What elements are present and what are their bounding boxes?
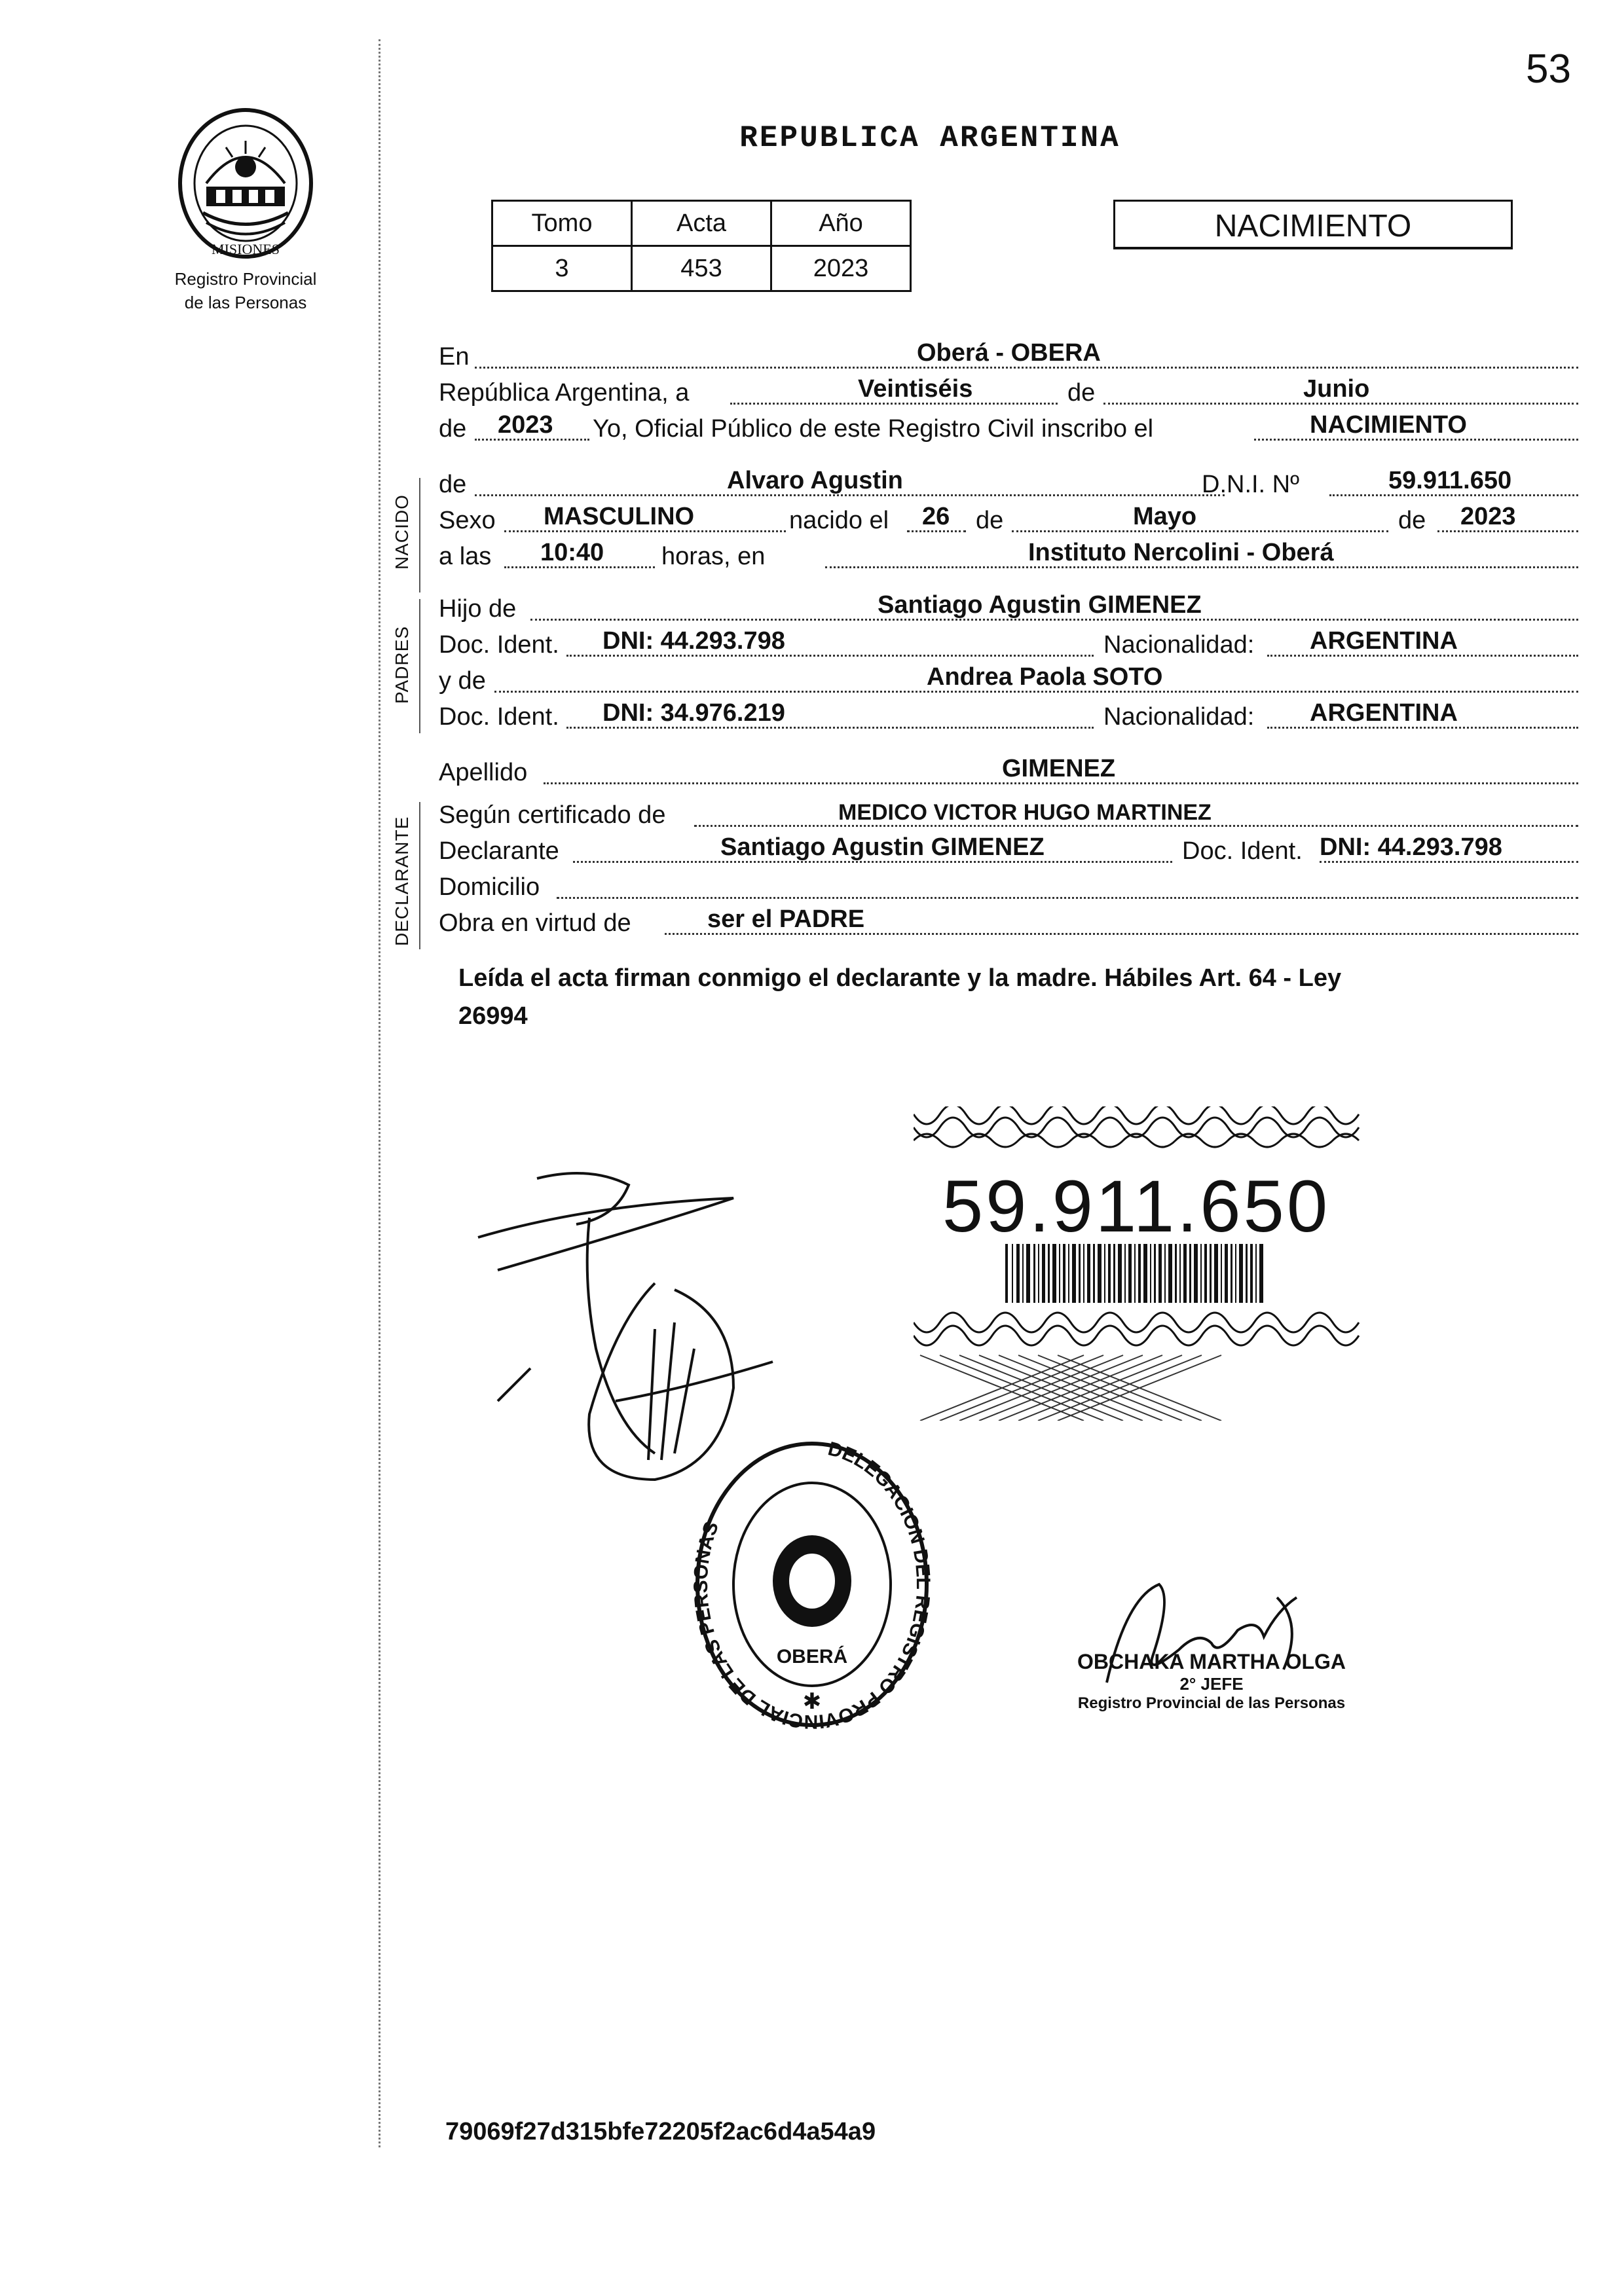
line-year	[439, 409, 1578, 446]
place-value: Oberá - OBERA	[917, 339, 1101, 367]
father-doc-label: Doc. Ident.	[439, 631, 559, 659]
page-number: 53	[1526, 46, 1571, 92]
declarante-doc-label: Doc. Ident.	[1182, 837, 1303, 865]
security-sticker	[914, 1106, 1477, 1421]
mother-name: Andrea Paola SOTO	[927, 663, 1163, 691]
officer-name: OBCHAKA MARTHA OLGA	[1077, 1650, 1346, 1673]
birth-time: 10:40	[540, 539, 604, 566]
line-en	[439, 337, 1578, 374]
officer-institution: Registro Provincial de las Personas	[1077, 1694, 1346, 1712]
hijo-de-label: Hijo de	[439, 595, 517, 623]
document-title: REPUBLICA ARGENTINA	[739, 121, 1120, 155]
line-apellido	[439, 753, 1578, 790]
de-name-label: de	[439, 471, 467, 498]
security-pattern-icon	[914, 1106, 1477, 1421]
line-domicilio	[439, 867, 1578, 904]
declarante-name: Santiago Agustin GIMENEZ	[720, 833, 1045, 861]
mother-doc-label: Doc. Ident.	[439, 703, 559, 731]
value-acta: 453	[632, 246, 771, 291]
en-label: En	[439, 343, 470, 371]
line-time	[439, 537, 1578, 574]
year-value: 2023	[498, 411, 553, 439]
domicilio-label: Domicilio	[439, 873, 540, 901]
sticker-dni-number: 59.911.650	[942, 1165, 1331, 1247]
father-doc: DNI: 44.293.798	[602, 627, 785, 655]
obra-label: Obra en virtud de	[439, 909, 631, 937]
emblem-caption-line1: Registro Provincial	[174, 269, 317, 289]
value-ano: 2023	[771, 246, 911, 291]
registry-table	[491, 200, 912, 292]
line-obra	[439, 903, 1578, 940]
certificado-value: MEDICO VICTOR HUGO MARTINEZ	[838, 800, 1212, 825]
document-hash: 79069f27d315bfe72205f2ac6d4a54a9	[445, 2118, 876, 2145]
margin-rule	[379, 39, 380, 2147]
stamp-bottom-text: OBERÁ	[776, 1646, 848, 1667]
a-las-label: a las	[439, 543, 492, 570]
mother-nac-label: Nacionalidad:	[1103, 703, 1255, 731]
father-name: Santiago Agustin GIMENEZ	[878, 591, 1202, 619]
declarante-label: Declarante	[439, 837, 559, 865]
header-ano: Año	[771, 201, 911, 246]
birth-month: Mayo	[1133, 503, 1197, 530]
nacido-el-label: nacido el	[789, 507, 889, 534]
day-value: Veintiséis	[858, 375, 973, 403]
apellido-label: Apellido	[439, 759, 528, 786]
line-nacido-name	[439, 465, 1578, 501]
dni-label: D.N.I. Nº	[1202, 471, 1299, 498]
header-tomo: Tomo	[492, 201, 632, 246]
stamp-ring-text: DELEGACION DEL REGISTRO PROVINCIAL DE LAS PERSONAS	[690, 1438, 935, 1733]
certificado-label: Según certificado de	[439, 801, 666, 829]
horas-label: horas, en	[661, 543, 766, 570]
registry-stamp-icon	[688, 1434, 936, 1741]
declarante-section-label: DECLARANTE	[392, 816, 412, 946]
line-certificado	[439, 795, 1578, 832]
value-tomo: 3	[492, 246, 632, 291]
act-type-box: NACIMIENTO	[1113, 200, 1513, 249]
birth-place: Instituto Nercolini - Oberá	[1028, 539, 1334, 566]
obra-value: ser el PADRE	[707, 905, 865, 933]
child-dni: 59.911.650	[1388, 467, 1512, 494]
closing-line-1: Leída el acta firman conmigo el declarante y la madre. Hábiles Art. 64 - Ley	[458, 964, 1342, 992]
svg-text:MISIONES: MISIONES	[212, 241, 280, 257]
line-mother-doc	[439, 697, 1578, 734]
svg-text:✱: ✱	[802, 1688, 822, 1715]
de3-birth-label: de	[1398, 507, 1426, 534]
birth-year: 2023	[1460, 503, 1516, 530]
line-father	[439, 589, 1578, 626]
header-acta: Acta	[632, 201, 771, 246]
de2-birth-label: de	[976, 507, 1004, 534]
sexo-label: Sexo	[439, 507, 496, 534]
birth-day: 26	[922, 503, 950, 530]
republica-label: República Argentina, a	[439, 379, 690, 407]
de2-label: de	[439, 415, 467, 443]
father-nac-label: Nacionalidad:	[1103, 631, 1255, 659]
closing-statement	[458, 959, 1559, 1035]
de-label: de	[1067, 379, 1096, 407]
closing-line-2: 26994	[458, 1002, 528, 1030]
child-name: Alvaro Agustin	[727, 467, 903, 494]
line-mother	[439, 661, 1578, 698]
record-type-value: NACIMIENTO	[1310, 411, 1467, 439]
nacido-section-label: NACIDO	[392, 494, 412, 570]
mother-doc: DNI: 34.976.219	[602, 699, 785, 727]
line-sexo	[439, 501, 1578, 538]
sexo-value: MASCULINO	[544, 503, 695, 530]
mother-nationality: ARGENTINA	[1310, 699, 1458, 727]
father-nationality: ARGENTINA	[1310, 627, 1458, 655]
y-de-label: y de	[439, 667, 486, 695]
official-text: Yo, Oficial Público de este Registro Civil inscribo el	[593, 415, 1154, 443]
emblem-caption-line2: de las Personas	[184, 293, 307, 312]
officer-block	[1054, 1650, 1369, 1713]
officer-role: 2° JEFE	[1179, 1674, 1244, 1694]
line-father-doc	[439, 625, 1578, 662]
declarante-doc: DNI: 44.293.798	[1320, 833, 1502, 861]
line-republica	[439, 373, 1578, 410]
apellido-value: GIMENEZ	[1002, 755, 1116, 782]
padres-section-label: PADRES	[392, 625, 412, 704]
line-declarante	[439, 831, 1578, 868]
month-value: Junio	[1303, 375, 1370, 403]
